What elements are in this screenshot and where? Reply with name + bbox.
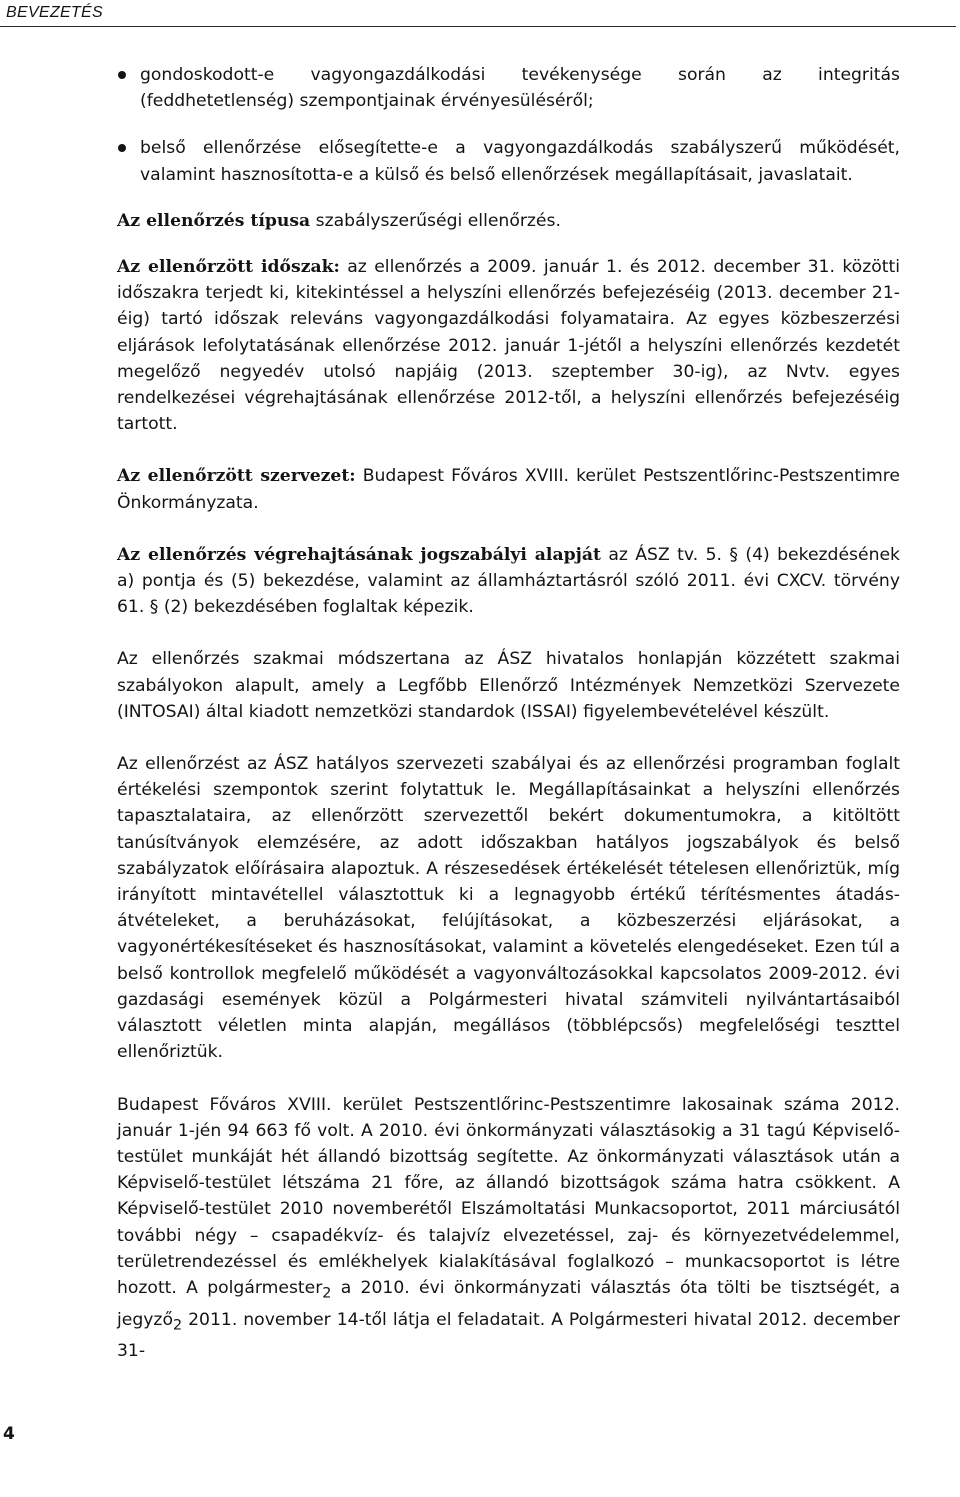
bullet-icon	[118, 144, 126, 152]
paragraph-audit-period	[117, 254, 900, 437]
audited-entity-text: Budapest Főváros XVIII. kerület Pestszentlőrinc-Pestszentimre Önkormányzata.	[117, 466, 900, 513]
body-text	[117, 62, 900, 1390]
criteria-list	[117, 62, 900, 188]
header-rule	[0, 26, 956, 27]
subscript-mayor: 2	[322, 1285, 332, 1302]
list-item-text: belső ellenőrzése elősegítette-e a vagyongazdálkodás szabályszerű működését, valamint hasznosította-e a külső és belső ellenőrzések megállapításait, javaslatait.	[140, 138, 900, 185]
audit-type-text: szabályszerűségi ellenőrzés.	[310, 210, 561, 231]
list-item-text: gondoskodott-e vagyongazdálkodási tevékenysége során az integritás (feddhetetlenség) szempontjainak érvényesüléséről;	[140, 65, 900, 112]
paragraph-legal-basis	[117, 542, 900, 621]
audited-entity-label: Az ellenőrzött szervezet:	[117, 466, 356, 487]
paragraph-procedure: Az ellenőrzést az ÁSZ hatályos szervezeti szabályai és az ellenőrzési programban foglalt értékelési szempontok szerint folytattuk le. Megállapításainkat a helyszíni ellenőrzés tapasztalataira, az ellenőrzött szervezettől bekért dokumentumokra, a kitöltött tanúsítványok elemzésére, az adott időszakban hatályos jogszabályok és belső szabályzatok előírásaira alapoztuk. A részesedések értékelését tételesen ellenőriztük, míg irányított mintavétellel választottuk ki a legnagyobb értékű térítésmentes átadás-átvételeket, a beruházásokat, felújításokat, a közbeszerzési eljárásokat, a vagyonértékesítéseket és hasznosításokat, valamint a követelés elengedéseket. Ezen túl a belső kontrollok megfelelő működését a vagyonváltozásokkal kapcsolatos 2009-2012. évi gazdasági események közül a Polgármesteri hivatal számviteli nyilvántartásaiból választott véletlen minta alapján, megállásos (többlépcsős) megfelelőségi teszttel ellenőriztük.	[117, 754, 900, 1063]
list-item	[117, 135, 900, 187]
audit-period-text: az ellenőrzés a 2009. január 1. és 2012. december 31. közötti időszakra terjedt ki, kitekintéssel a helyszíni ellenőrzés befejezéséig (2013. december 21-éig) tartó időszak releváns vagyongazdálkodási folyamataira. Az egyes közbeszerzési eljárások lefolytatásának ellenőrzése 2012. január 1-jétől a helyszíni ellenőrzés kezdetét megelőző negyedév utolsó napjáig (2013. szeptember 30-ig), az Nvtv. egyes rendelkezései végrehajtásának ellenőrzése 2012-től, a helyszíni ellenőrzés befejezéséig tartott.	[117, 257, 900, 435]
bullet-icon	[118, 71, 126, 79]
paragraph-methodology: Az ellenőrzés szakmai módszertana az ÁSZ hivatalos honlapján közzétett szakmai szabályokon alapult, amely a Legfőbb Ellenőrző Intézmények Nemzetközi Szervezete (INTOSAI) által kiadott nemzetközi standardok (ISSAI) figyelembevételével készült.	[117, 649, 900, 722]
paragraph-audited-entity	[117, 463, 900, 515]
audit-period-label: Az ellenőrzött időszak:	[117, 257, 340, 278]
paragraph-audit-type	[117, 208, 900, 234]
population-text-2: a 2010. évi önkormányzati választás óta tölti be tisztségét, a jegyző	[117, 1277, 900, 1330]
audit-type-label: Az ellenőrzés típusa	[117, 210, 311, 231]
subscript-notary: 2	[172, 1317, 183, 1333]
paragraph-population	[117, 1092, 900, 1365]
legal-basis-text: az ÁSZ tv. 5. § (4) bekezdésének a) pontja és (5) bekezdése, valamint az államháztartásról szóló 2011. évi CXCV. törvény 61. § (2) bekezdésében foglaltak képezik.	[117, 544, 900, 618]
population-text-3: 2011. november 14-től látja el feladatait. A Polgármesteri hivatal 2012. december 31-	[117, 1309, 900, 1362]
list-item	[117, 62, 900, 114]
running-head: BEVEZETÉS	[6, 4, 103, 21]
page-number: 4	[3, 1424, 15, 1444]
population-text-1: Budapest Főváros XVIII. kerület Pestszentlőrinc-Pestszentimre lakosainak száma 2012. január 1-jén 94 663 fő volt. A 2010. évi önkormányzati választásokig a 31 tagú Képviselő-testület munkáját hét állandó bizottság segítette. Az önkormányzati választások után a Képviselő-testület létszáma 21 főre, az állandó bizottságok száma hatra csökkent. A Képviselő-testület 2010 novemberétől Elszámoltatási Munkacsoportot, 2011 márciusától további négy – csapadékvíz- és talajvíz elvezetéssel, zaj- és környezetvédelemmel, területrendezéssel és emlékhelyek kialakításával foglalkozó – munkacsoportot is létre hozott. A polgármester	[117, 1094, 900, 1298]
legal-basis-label: Az ellenőrzés végrehajtásának jogszabályi alapját	[117, 544, 601, 565]
